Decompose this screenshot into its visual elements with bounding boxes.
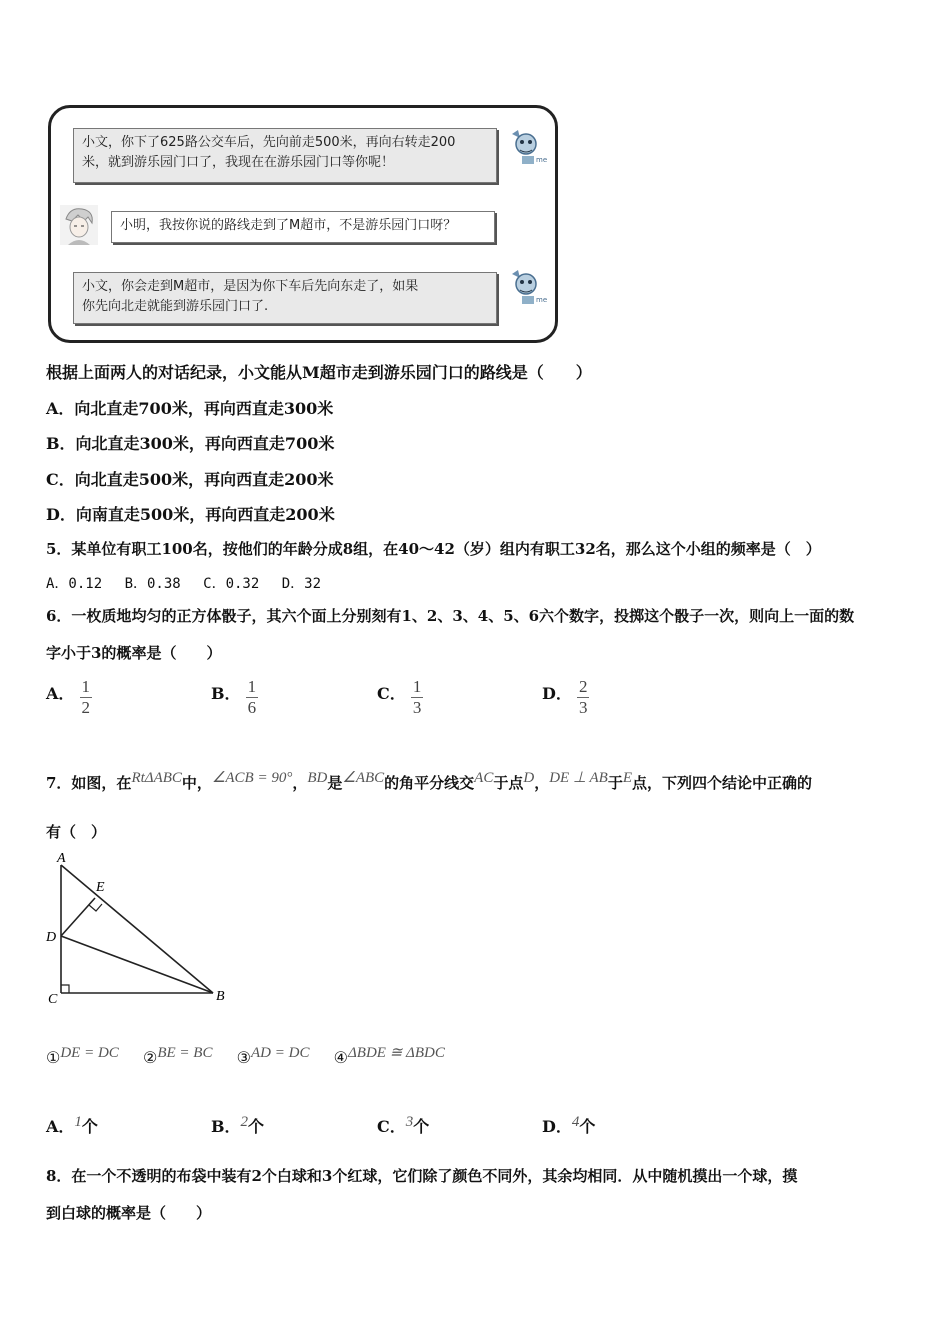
math-expr: AD = DC: [251, 1045, 310, 1061]
option-label: D．: [46, 505, 76, 524]
stem-text: 点，下列四个结论中正确的: [632, 774, 813, 792]
fraction: [577, 677, 590, 718]
question-5-stem: 5．某单位有职工100名，按他们的年龄分成8组，在40～42（岁）组内有职工32名，那么这个小组的频率是（ ）: [46, 540, 821, 558]
option-label: C．: [46, 470, 75, 489]
option-unit: 个: [579, 1117, 596, 1136]
math-expr: DE ⊥ AB: [549, 770, 608, 786]
denominator: 3: [578, 698, 588, 717]
question-7-stem: [46, 772, 812, 793]
option-label: D．: [542, 684, 572, 703]
denominator: 3: [412, 698, 422, 717]
math-expr: ∠ACB = 90°: [211, 770, 293, 786]
question-7-option-d: [542, 1114, 595, 1137]
svg-text:me: me: [536, 296, 548, 304]
math-expr: E: [622, 770, 633, 786]
bubble-line: 米，就到游乐园门口了，我现在在游乐园门口等你呢！: [82, 155, 395, 170]
math-expr: BD: [307, 770, 328, 786]
math-expr: ΔBDE ≅ ΔBDC: [348, 1045, 445, 1061]
option-label: A．: [46, 1117, 75, 1136]
denominator: 6: [247, 698, 257, 717]
stem-text: 的角平分线交: [384, 774, 475, 792]
stem-text: 中，: [181, 774, 212, 792]
stem-text: ，: [534, 774, 550, 792]
bubble-line: 小文，你下了625路公交车后，先向前走500米，再向右转走200: [82, 135, 456, 150]
question-6-option-c: [377, 677, 423, 718]
boy-avatar-icon: [60, 205, 98, 249]
chat-bubble-xiaoming-2: [73, 272, 497, 324]
math-expr: BE = BC: [157, 1045, 213, 1061]
question-7-conclusions: [46, 1045, 445, 1068]
option-text: 向北直走500米，再向西直走200米: [74, 470, 334, 489]
option-label: C．: [377, 1117, 406, 1136]
option-text: 向北直走300米，再向西直走700米: [75, 434, 335, 453]
conclusion-mark: ③: [236, 1048, 251, 1067]
option-label: B．: [211, 684, 241, 703]
question-4-stem: 根据上面两人的对话纪录，小文能从M超市走到游乐园门口的路线是（ ）: [46, 363, 592, 382]
question-4-option-c: [46, 467, 334, 490]
option-number: 1: [74, 1114, 82, 1130]
option-unit: 个: [413, 1117, 430, 1136]
stem-text: 于点: [493, 774, 524, 792]
option-label: D．: [542, 1117, 572, 1136]
denominator: 2: [81, 698, 91, 717]
option-text: 向南直走500米，再向西直走200米: [75, 505, 335, 524]
fraction: [411, 677, 424, 718]
question-6-option-d: [542, 677, 589, 718]
math-expr: DE = DC: [60, 1045, 119, 1061]
vertex-label-d: D: [46, 930, 57, 945]
chat-bubble-xiaoming-1: [73, 128, 497, 183]
bubble-line: 小文，你会走到M超市，是因为你下车后先向东走了，如果: [82, 279, 419, 294]
cartoon-character-icon: [506, 268, 548, 312]
question-4-option-b: [46, 431, 334, 454]
math-expr: RtΔABC: [131, 770, 182, 786]
fraction: [246, 677, 259, 718]
numerator: 1: [247, 677, 257, 696]
stem-text: 7．如图，在: [46, 774, 132, 792]
numerator: 2: [578, 677, 588, 696]
question-8-stem-line-2: 到白球的概率是（ ）: [46, 1204, 212, 1222]
option-text: 向北直走700米，再向西直走300米: [74, 399, 334, 418]
option-number: 3: [405, 1114, 414, 1130]
option-label: C．: [377, 684, 406, 703]
math-expr: AC: [474, 770, 494, 786]
option-unit: 个: [81, 1117, 98, 1136]
triangle-figure: [40, 848, 240, 1012]
conclusion-mark: ②: [143, 1048, 158, 1067]
question-7-option-c: [377, 1114, 429, 1137]
question-6-option-b: [211, 677, 258, 718]
option-label: A．: [46, 684, 75, 703]
option-unit: 个: [248, 1117, 265, 1136]
question-7-option-b: [211, 1114, 264, 1137]
vertex-label-e: E: [96, 880, 105, 895]
stem-text: 于: [607, 774, 623, 792]
svg-text:me: me: [536, 156, 548, 164]
question-7-option-a: [46, 1114, 98, 1137]
numerator: 1: [412, 677, 422, 696]
question-6-stem-line-2: 字小于3的概率是（ ）: [46, 644, 222, 662]
stem-text: 是: [327, 774, 343, 792]
fraction: [80, 677, 93, 718]
math-expr: D: [523, 770, 535, 786]
bubble-line: 你先向北走就能到游乐园门口了.: [82, 299, 269, 314]
math-expr: ∠ABC: [342, 770, 385, 786]
option-label: B．: [211, 1117, 241, 1136]
vertex-label-c: C: [48, 992, 58, 1007]
conclusion-mark: ①: [46, 1048, 61, 1067]
option-number: 2: [240, 1114, 249, 1130]
question-6-stem-line-1: 6．一枚质地均匀的正方体骰子，其六个面上分别刻有1、2、3、4、5、6六个数字，投掷这个骰子一次，则向上一面的数: [46, 607, 855, 625]
question-5-options: A．0.12 B．0.38 C．0.32 D．32: [46, 576, 322, 592]
option-label: A．: [46, 399, 75, 418]
option-label: B．: [46, 434, 76, 453]
question-4-option-d: [46, 502, 335, 525]
question-6-option-a: [46, 677, 92, 718]
conclusion-mark: ④: [333, 1048, 348, 1067]
numerator: 1: [81, 677, 91, 696]
bubble-line: 小明，我按你说的路线走到了M超市，不是游乐园门口呀？: [120, 218, 457, 233]
vertex-label-b: B: [216, 989, 225, 1004]
cartoon-character-icon: [506, 128, 548, 172]
stem-text: ，: [292, 774, 308, 792]
question-7-stem-line-2: 有（ ）: [46, 823, 107, 841]
vertex-label-a: A: [57, 851, 66, 866]
question-8-stem-line-1: 8．在一个不透明的布袋中装有2个白球和3个红球，它们除了颜色不同外，其余均相同．从中随机摸出一个球，摸: [46, 1167, 798, 1185]
chat-bubble-xiaowen: [111, 211, 495, 243]
option-number: 4: [571, 1114, 580, 1130]
question-4-option-a: [46, 396, 333, 419]
